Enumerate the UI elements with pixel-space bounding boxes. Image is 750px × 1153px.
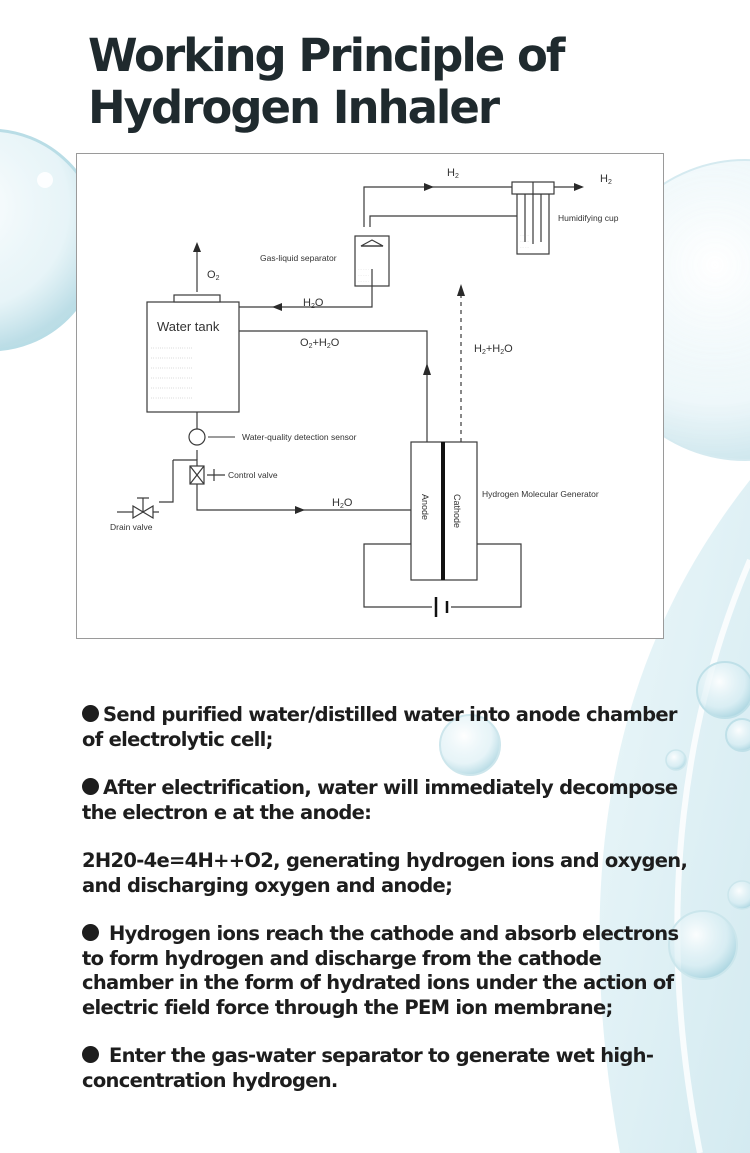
svg-text:: : : : : : : : : : : : : : :: : : : : : : : : : : : : : : : : : : :: [151, 365, 193, 370]
label-gas-liquid-separator: Gas-liquid separator: [260, 253, 337, 263]
paragraph-4: Hydrogen ions reach the cathode and absorb electrons to form hydrogen and discharge from the cathode chamber in the form of hydrated ions under the action of electric field force through the PEM ion membrane;: [82, 922, 679, 1019]
title-line-1: Working Principle of: [88, 29, 564, 82]
svg-text:. . . . . . .: . . . . . . .: [358, 273, 369, 277]
paragraph-3: 2H20-4e=4H++O2, generating hydrogen ions and oxygen, and discharging oxygen and anode;: [82, 849, 688, 897]
svg-text:: : : : : : : : : : : : : : :: : : : : : : : : : : : : : : : : : : :: [151, 395, 193, 400]
arrow-h2o-upper: [272, 303, 282, 311]
arrow-o2h2o-up: [423, 363, 431, 375]
label-hydrogen-generator: Hydrogen Molecular Generator: [482, 489, 599, 499]
bullet-icon: [82, 705, 99, 722]
label-anode: Anode: [420, 494, 430, 521]
label-water-tank: Water tank: [157, 319, 220, 334]
svg-text:H2+H2O: H2+H2O: [474, 343, 513, 356]
svg-text:. . . . . .: . . . . . .: [520, 239, 530, 243]
label-humidifying-cup: Humidifying cup: [558, 213, 619, 223]
humidifying-cup: [512, 182, 554, 254]
paragraph-5: Enter the gas-water separator to generate wet high-concentration hydrogen.: [82, 1044, 654, 1092]
bullet-icon: [82, 1046, 99, 1063]
svg-text:: : : : : : : : : : : : : : :: : : : : : : : : : : : : : : : : : : :: [151, 375, 193, 380]
drain-valve: [117, 498, 159, 518]
description-text: [82, 703, 692, 1117]
arrow-o2-up: [193, 242, 201, 252]
svg-text:O2: O2: [207, 269, 220, 282]
paragraph-2: After electrification, water will immediately decompose the electron e at the anode:: [82, 776, 678, 824]
label-drain-valve: Drain valve: [110, 522, 153, 532]
title-line-2: Hydrogen Inhaler: [88, 81, 499, 134]
svg-text:H2: H2: [447, 167, 459, 180]
bullet-icon: [82, 778, 99, 795]
svg-text:H2: H2: [600, 173, 612, 186]
label-water-quality-sensor: Water-quality detection sensor: [242, 432, 357, 442]
svg-text:. . . . . .: . . . . . .: [520, 245, 530, 249]
svg-text:: : : : : : : : : : : : : : :: : : : : : : : : : : : : : : : : : : :: [151, 345, 193, 350]
diagram-svg: [77, 154, 663, 638]
water-quality-sensor: [189, 429, 205, 445]
svg-text:O2+H2O: O2+H2O: [300, 337, 340, 350]
control-valve: [190, 466, 225, 484]
svg-text:: : : : : : : : : : : : : : :: : : : : : : : : : : : : : : : : : : :: [151, 355, 193, 360]
flow-diagram: [76, 153, 664, 639]
pipe-separator-to-cup: [364, 187, 511, 227]
arrow-h2o-lower: [295, 506, 305, 514]
arrow-h2-top: [424, 183, 434, 191]
label-cathode: Cathode: [452, 494, 462, 529]
svg-text:. . . . . .: . . . . . .: [520, 233, 530, 237]
svg-text:H2O: H2O: [332, 497, 353, 510]
arrow-h2-right: [574, 183, 584, 191]
svg-text:: : : : : : : : : : : : : : :: : : : : : : : : : : : : : : : : : : :: [151, 385, 193, 390]
label-control-valve: Control valve: [228, 470, 278, 480]
paragraph-1: Send purified water/distilled water into anode chamber of electrolytic cell;: [82, 703, 677, 751]
svg-text:H2O: H2O: [303, 297, 324, 310]
svg-text:. . . . . . .: . . . . . . .: [358, 267, 369, 271]
battery: [436, 597, 447, 617]
bullet-icon: [82, 924, 99, 941]
svg-text:. . . . . . .: . . . . . . .: [358, 279, 369, 283]
arrow-h2h2o-up: [457, 284, 465, 296]
page-title: [88, 30, 563, 134]
